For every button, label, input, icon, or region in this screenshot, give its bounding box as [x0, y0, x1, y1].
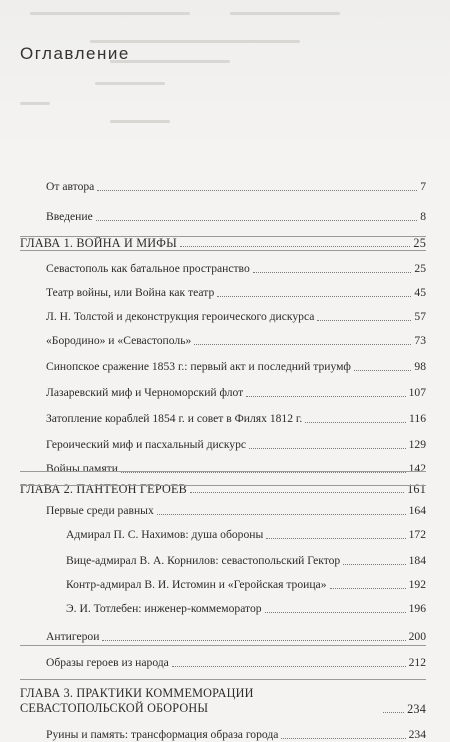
toc-entry-title: Театр войны, или Война как театр: [46, 286, 215, 299]
toc-entry-title: Вице-адмирал В. А. Корнилов: севастопольский Гектор: [66, 554, 341, 567]
toc-page-number: 212: [408, 656, 426, 669]
toc-page-number: 142: [408, 462, 426, 475]
toc-page-number: 8: [420, 210, 426, 223]
rule-chapter-2-bottom: [20, 485, 426, 486]
toc-leader-dots: [383, 712, 404, 713]
toc-chapter-row: [20, 686, 426, 716]
toc-page-number: 196: [408, 602, 426, 615]
toc-leader-dots: [194, 344, 411, 345]
toc-page-number: 234: [407, 702, 426, 716]
toc-chapter-row: [20, 236, 426, 250]
toc-page-number: 164: [408, 504, 426, 517]
toc-entry-title: Адмирал П. С. Нахимов: душа обороны: [66, 528, 264, 541]
toc-leader-dots: [253, 272, 412, 273]
toc-entry-title: Руины и память: трансформация образа города: [46, 728, 279, 741]
toc-entry-title: Контр-адмирал В. И. Истомин и «Геройская троица»: [66, 578, 327, 591]
toc-leader-dots: [102, 640, 405, 641]
toc-entry-title: Введение: [46, 210, 93, 223]
toc-entry-row: [46, 462, 426, 476]
toc-page-number: 172: [408, 528, 426, 541]
toc-leader-dots: [343, 564, 405, 565]
toc-leader-dots: [249, 448, 406, 449]
rule-chapter-3-top: [20, 645, 426, 646]
toc-entry-row: [46, 728, 426, 742]
rule-chapter-1-bottom: [20, 250, 426, 251]
toc-page-number: 116: [409, 412, 426, 425]
toc-heading: Оглавление: [20, 44, 130, 63]
toc-leader-dots: [265, 612, 406, 613]
toc-entry-row: [46, 386, 426, 400]
toc-page-number: 161: [407, 482, 426, 496]
toc-entry-title: «Бородино» и «Севастополь»: [46, 334, 192, 347]
toc-leader-dots: [172, 666, 406, 667]
toc-entry-row: [46, 286, 426, 300]
toc-leader-dots: [190, 492, 404, 493]
toc-page-number: 184: [408, 554, 426, 567]
toc-entry-row: [46, 504, 426, 518]
toc-page-number: 57: [414, 310, 426, 323]
toc-page-number: 25: [414, 262, 426, 275]
toc-entry-title: Севастополь как батальное пространство: [46, 262, 250, 275]
toc-page-number: 200: [408, 630, 426, 643]
toc-entry-row: [66, 528, 426, 542]
toc-leader-dots: [281, 738, 405, 739]
toc-page-number: 7: [420, 180, 426, 193]
toc-entry-title: Войны памяти: [46, 462, 118, 475]
rule-chapter-2-top: [20, 471, 426, 472]
bleed-through-text: [0, 0, 450, 150]
toc-entry-title: Первые среди равных: [46, 504, 154, 517]
toc-leader-dots: [180, 246, 410, 247]
toc-page-number: 234: [408, 728, 426, 741]
toc-leader-dots: [157, 514, 406, 515]
toc-entry-title: Лазаревский миф и Черноморский флот: [46, 386, 244, 399]
toc-entry-title: ГЛАВА 1. ВОЙНА И МИФЫ: [20, 236, 177, 250]
rule-chapter-1-top: [20, 236, 426, 237]
rule-chapter-3-bottom: [20, 679, 426, 680]
toc-entry-title: Антигерои: [46, 630, 100, 643]
toc-leader-dots: [354, 370, 411, 371]
toc-entry-row: [46, 630, 426, 644]
toc-entry-title: От автора: [46, 180, 95, 193]
toc-leader-dots: [330, 588, 406, 589]
toc-entry-title: Затопление кораблей 1854 г. и совет в Филях 1812 г.: [46, 412, 303, 425]
toc-entry-title: Синопское сражение 1853 г.: первый акт и последний триумф: [46, 360, 351, 373]
toc-page-number: 73: [414, 334, 426, 347]
toc-entry-row: [66, 554, 426, 568]
toc-entry-row: [46, 438, 426, 452]
toc-entry-title: Э. И. Тотлебен: инженер-коммеморатор: [66, 602, 262, 615]
toc-leader-dots: [266, 538, 405, 539]
toc-leader-dots: [317, 320, 411, 321]
toc-entry-row: [66, 578, 426, 592]
toc-entry-row: [46, 262, 426, 276]
toc-entry-row: [46, 210, 426, 224]
toc-leader-dots: [121, 472, 406, 473]
toc-entry-title: Л. Н. Толстой и деконструкция героического дискурса: [46, 310, 315, 323]
toc-entry-row: [46, 656, 426, 670]
toc-entry-row: [46, 180, 426, 194]
toc-leader-dots: [97, 190, 417, 191]
toc-entry-row: [46, 310, 426, 324]
toc-entry-title: ГЛАВА 3. ПРАКТИКИ КОММЕМОРАЦИИ СЕВАСТОПОЛЬСКОЙ ОБОРОНЫ: [20, 686, 254, 715]
toc-page-number: 129: [408, 438, 426, 451]
toc-page-number: 98: [414, 360, 426, 373]
toc-leader-dots: [305, 422, 406, 423]
toc-leader-dots: [246, 396, 405, 397]
toc-entry-row: [66, 602, 426, 616]
toc-page-number: 25: [413, 236, 426, 250]
toc-entry-row: [46, 360, 426, 374]
toc-leader-dots: [96, 220, 417, 221]
toc-entry-title: Образы героев из народа: [46, 656, 169, 669]
toc-page-number: 45: [414, 286, 426, 299]
toc-entry-row: [46, 412, 426, 426]
toc-entry-row: [46, 334, 426, 348]
toc-page-number: 107: [408, 386, 426, 399]
toc-entry-title: Героический миф и пасхальный дискурс: [46, 438, 247, 451]
toc-page-number: 192: [408, 578, 426, 591]
toc-entry-title: ГЛАВА 2. ПАНТЕОН ГЕРОЕВ: [20, 482, 187, 496]
toc-leader-dots: [217, 296, 411, 297]
